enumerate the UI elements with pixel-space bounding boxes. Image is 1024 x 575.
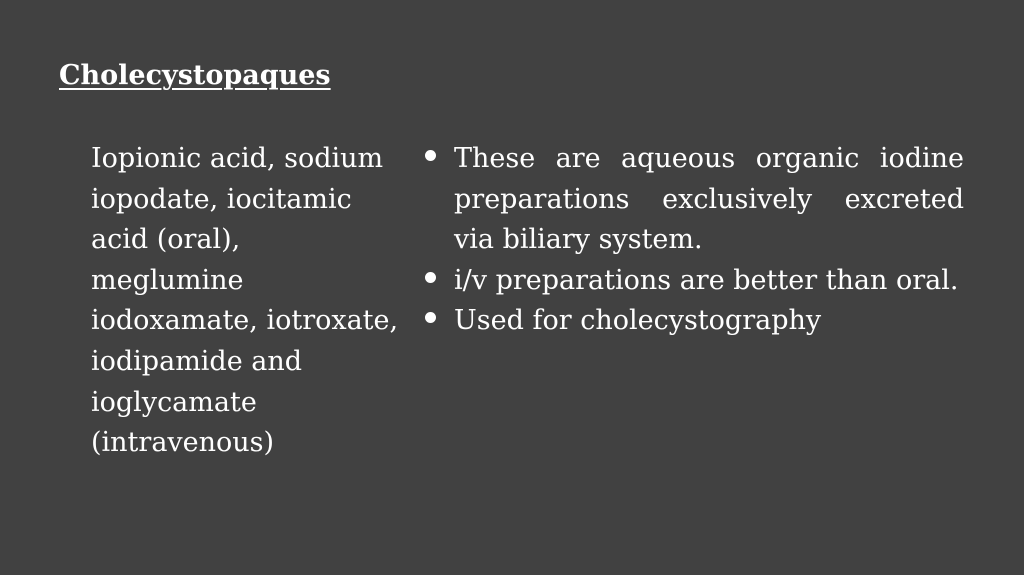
bullet-text: Used for cholecystography: [454, 305, 822, 337]
bullet-item: [420, 261, 964, 302]
bullet-item: [420, 301, 964, 342]
bullet-text: These are aqueous organic iodine preparations exclusively excreted via biliary system.: [454, 143, 964, 256]
bullet-dot-icon: [425, 312, 436, 323]
bullet-dot-icon: [425, 272, 436, 283]
bullet-item: [420, 139, 964, 261]
bullet-text: i/v preparations are better than oral.: [454, 264, 959, 296]
bullet-dot-icon: [425, 150, 436, 161]
bullet-list: [420, 139, 964, 342]
agent-list-text: Iopionic acid, sodium iopodate, iocitamic acid (oral), meglumine iodoxamate, iotroxate, iodipamide and ioglycamate (intravenous): [91, 143, 399, 459]
slide-title: Cholecystopaques: [59, 60, 331, 91]
